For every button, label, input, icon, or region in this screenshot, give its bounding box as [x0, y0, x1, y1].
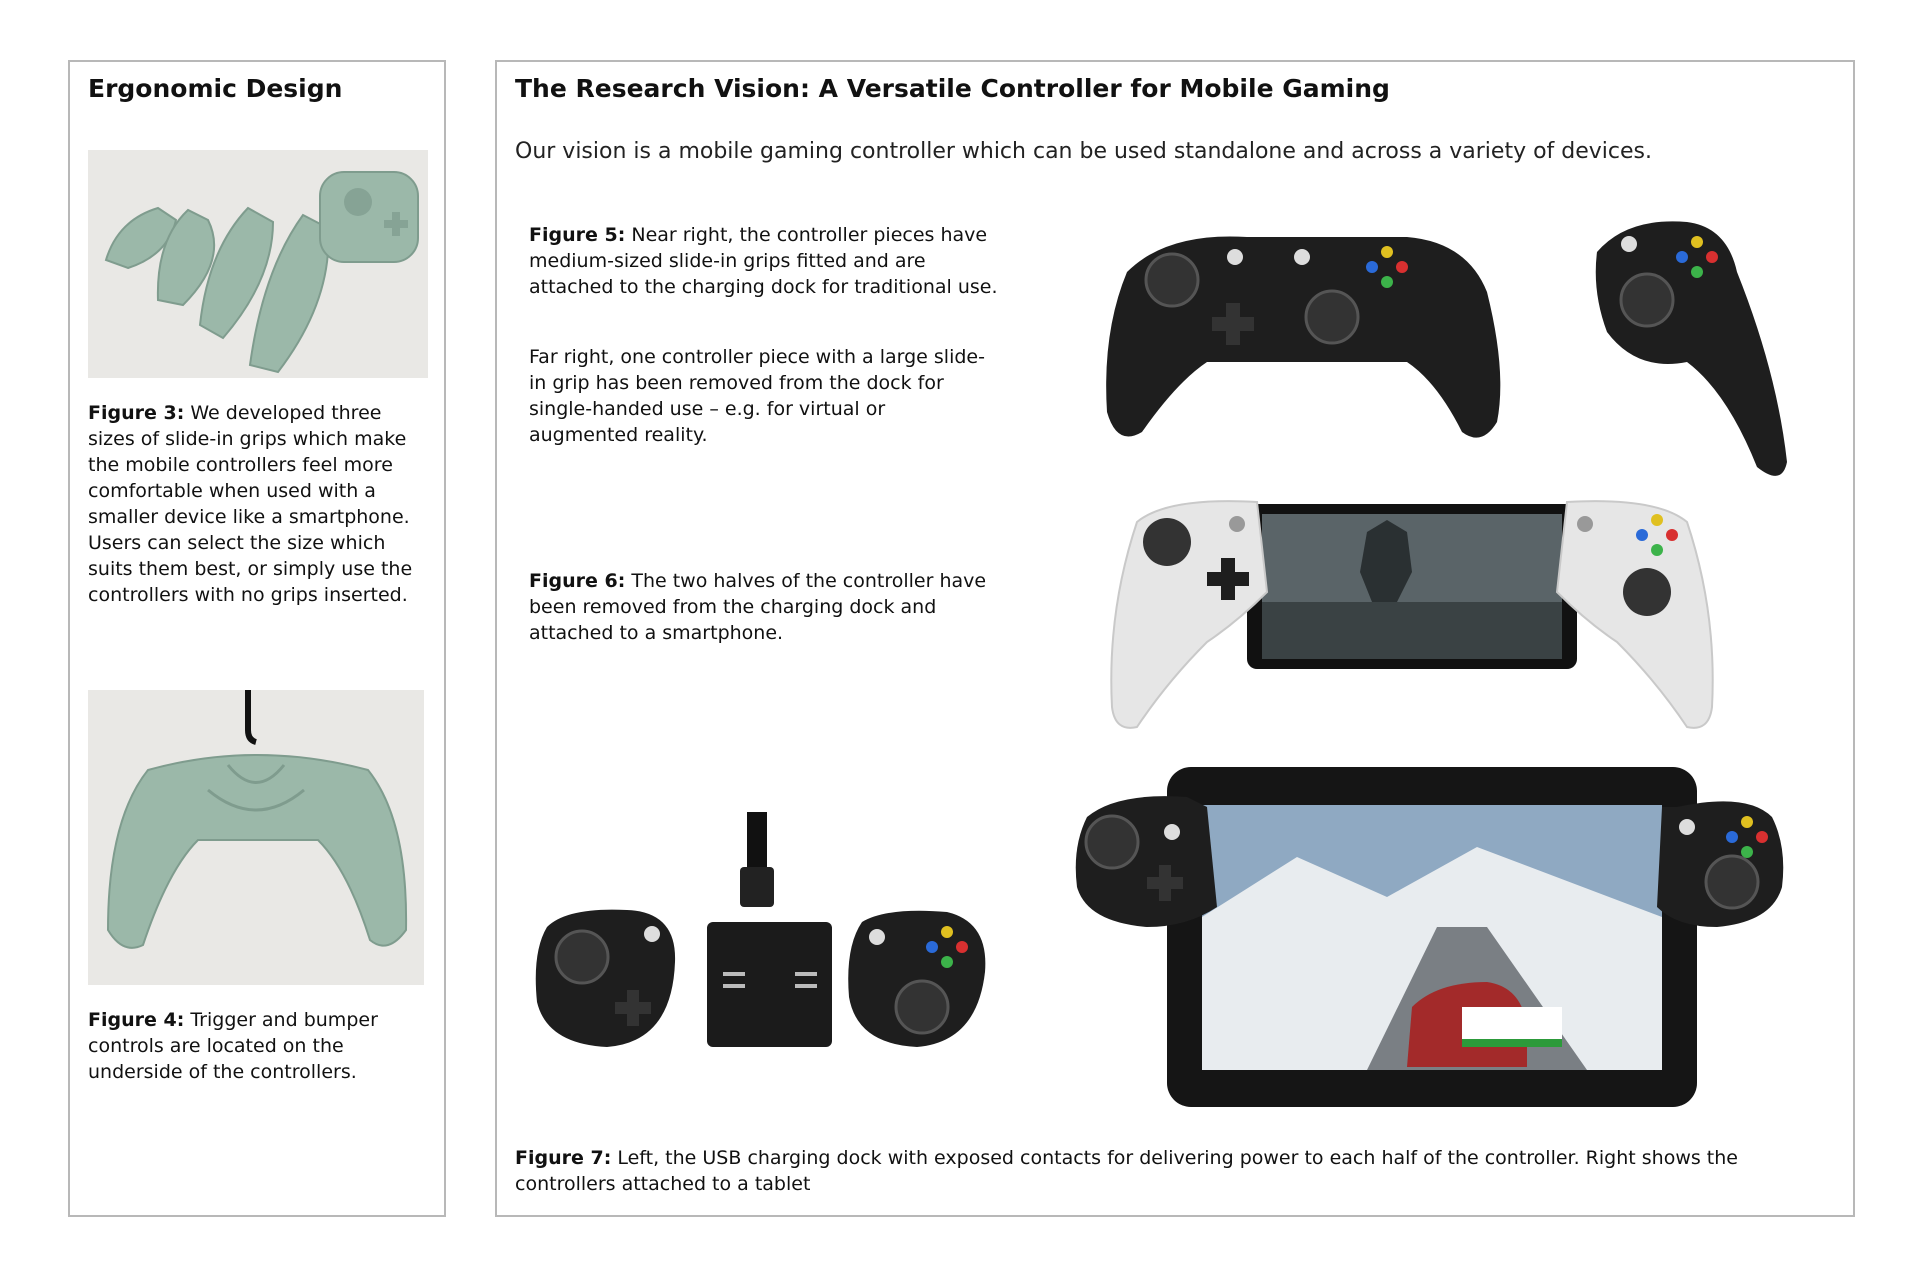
- right-panel: [495, 60, 1855, 1217]
- figure-5-text: Near right, the controller pieces have medium-sized slide-in grips fitted and are attached to the charging dock for traditional use.: [529, 224, 998, 298]
- figure-5-label: Figure 5:: [529, 224, 626, 246]
- left-panel-title: Ergonomic Design: [88, 74, 343, 103]
- figure-3-text: We developed three sizes of slide-in grips which make the mobile controllers feel more comfortable when used with a smaller device like a smartphone. Users can select the size which suits them best, or simply use the controllers with no grips inserted.: [88, 402, 413, 606]
- figure-5-caption-2: Far right, one controller piece with a large slide-in grip has been removed from the dock for single-handed use – e.g. for virtual or augmented reality.: [529, 346, 985, 446]
- figure-6-caption: [529, 568, 999, 646]
- figure-7-label: Figure 7:: [515, 1147, 612, 1169]
- figure-3-label: Figure 3:: [88, 402, 185, 424]
- intro-text: Our vision is a mobile gaming controller which can be used standalone and across a variety of devices.: [515, 139, 1652, 164]
- figure-5-controllers-photo: [1087, 212, 1807, 532]
- figure-4-label: Figure 4:: [88, 1009, 185, 1031]
- figure-7-dock-photo: [527, 812, 997, 1102]
- left-panel: [68, 60, 446, 1217]
- figure-4-caption: [88, 1007, 428, 1085]
- figure-6-smartphone-photo: [1107, 492, 1717, 762]
- figure-3-grips-photo: [88, 150, 428, 378]
- figure-7-tablet-photo: [1067, 767, 1787, 1117]
- figure-4-text: Trigger and bumper controls are located on the underside of the controllers.: [88, 1009, 378, 1083]
- figure-6-text: The two halves of the controller have been removed from the charging dock and attached to a smartphone.: [529, 570, 987, 644]
- figure-5-caption: [529, 222, 999, 300]
- right-panel-title: The Research Vision: A Versatile Controller for Mobile Gaming: [515, 74, 1390, 103]
- figure-3-caption: [88, 400, 433, 608]
- figure-6-label: Figure 6:: [529, 570, 626, 592]
- figure-7-caption: [515, 1145, 1835, 1197]
- figure-7-text: Left, the USB charging dock with exposed contacts for delivering power to each half of the controller. Right shows the controllers attached to a tablet: [515, 1147, 1738, 1195]
- figure-4-controller-photo: [88, 690, 424, 985]
